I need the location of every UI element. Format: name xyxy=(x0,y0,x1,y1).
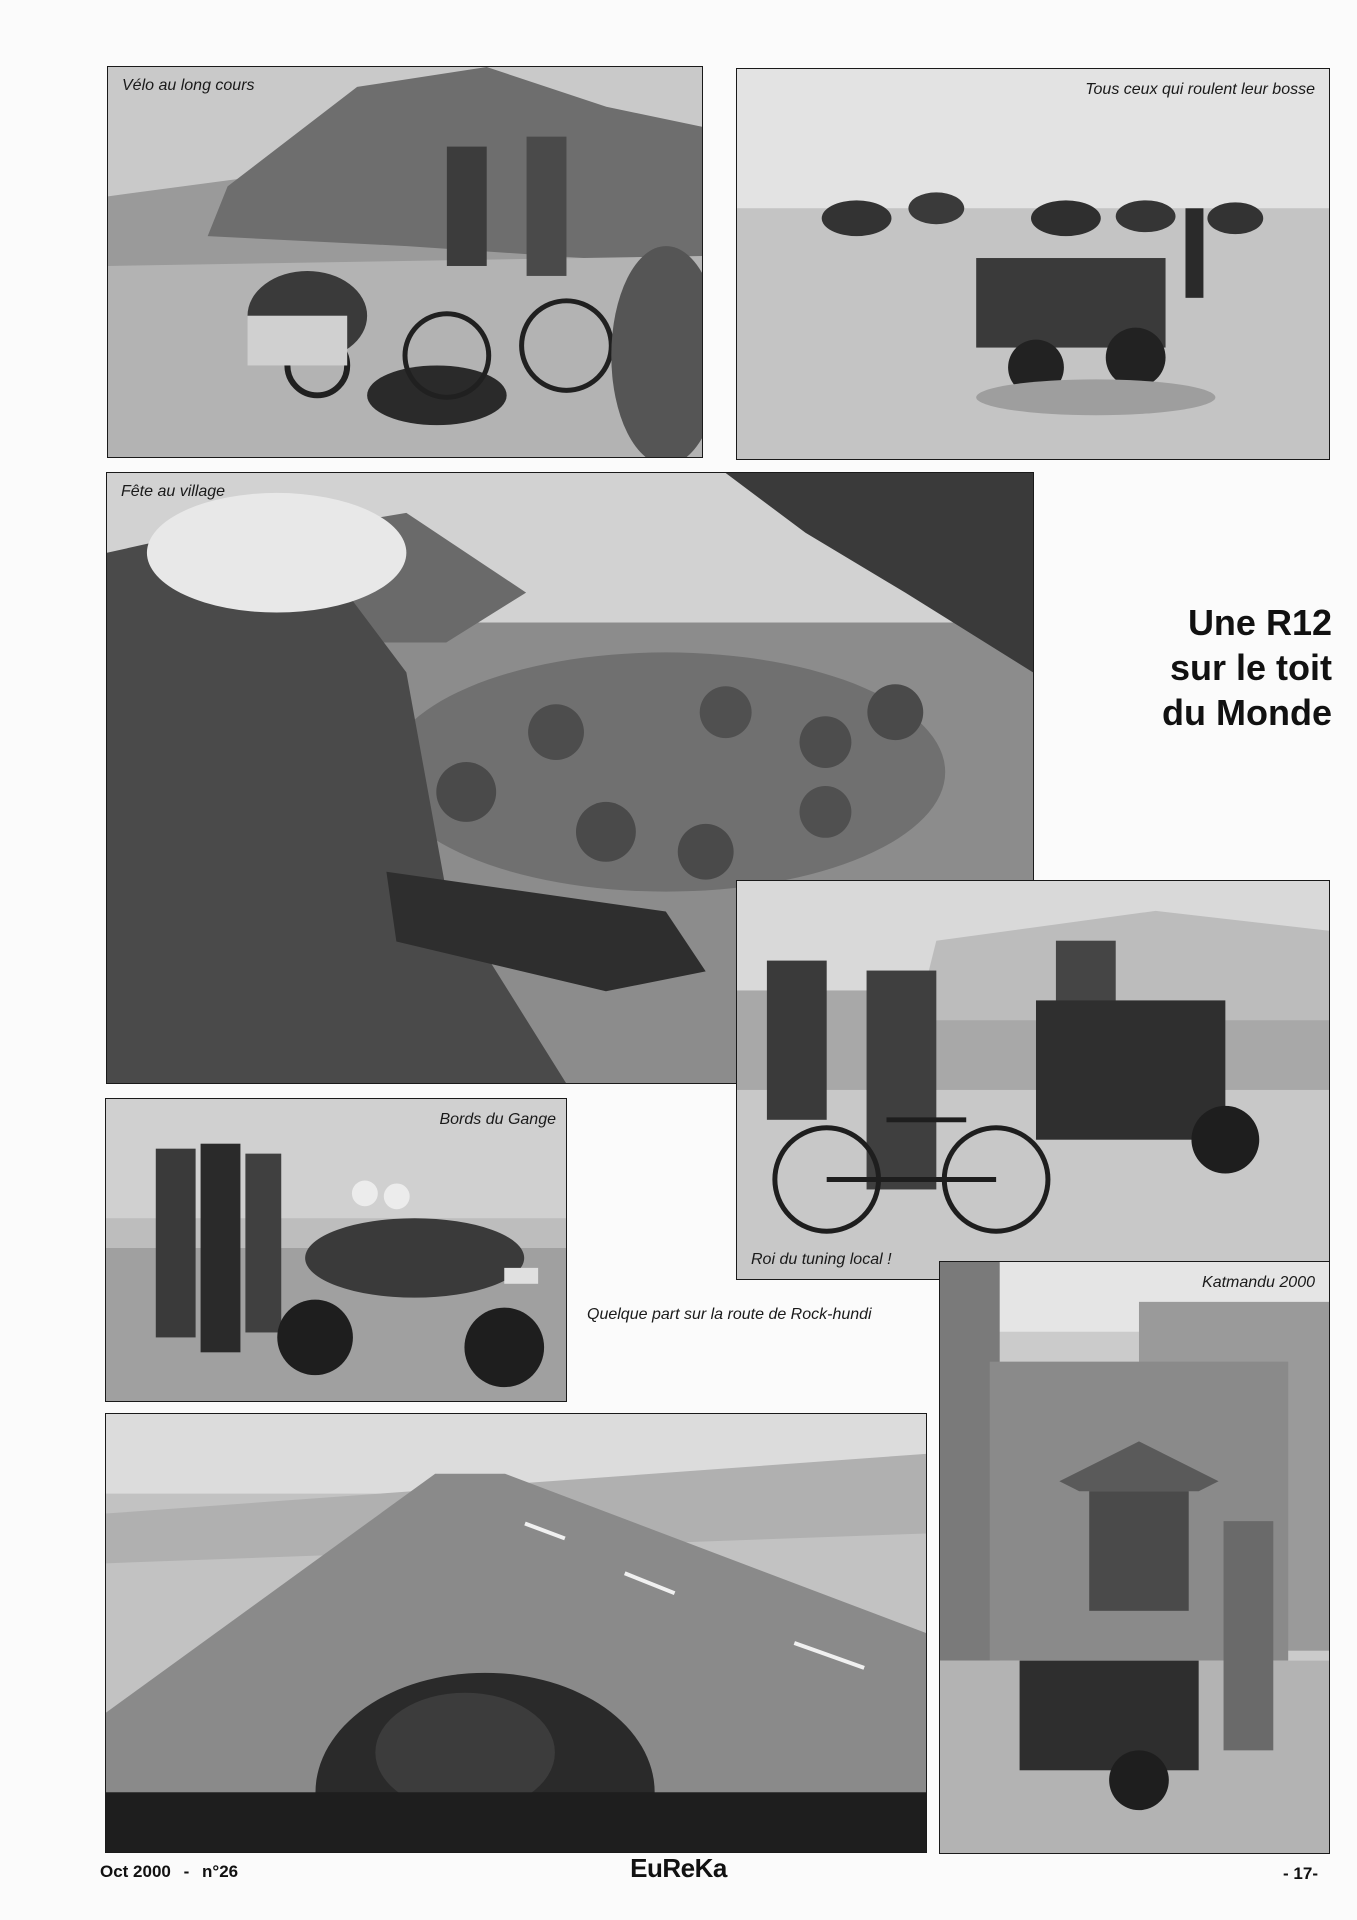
headline-line-1: Une R12 xyxy=(1187,602,1332,643)
caption-route: Quelque part sur la route de Rock-hundi xyxy=(587,1306,872,1323)
page-number: - 17- xyxy=(1283,1864,1318,1883)
caption-gange: Bords du Gange xyxy=(439,1111,556,1128)
footer-separator: - xyxy=(183,1862,190,1881)
headline-line-3: du Monde xyxy=(1162,692,1332,733)
photo-tuning-image xyxy=(737,881,1329,1279)
photo-katmandu-image xyxy=(940,1262,1329,1853)
photo-roi-du-tuning-local xyxy=(736,880,1330,1280)
caption-fete: Fête au village xyxy=(121,483,226,500)
photo-katmandu-2000 xyxy=(939,1261,1330,1854)
caption-velo: Vélo au long cours xyxy=(122,77,255,94)
photo-gange-image xyxy=(106,1099,566,1401)
photo-velo-image xyxy=(108,67,702,457)
article-headline xyxy=(1162,600,1332,735)
footer-issue: n°26 xyxy=(202,1862,239,1881)
caption-tuning: Roi du tuning local ! xyxy=(751,1251,892,1268)
headline-line-2: sur le toit xyxy=(1169,647,1332,688)
photo-route-de-rock-hundi xyxy=(105,1413,927,1853)
footer-date: Oct 2000 xyxy=(100,1862,171,1881)
photo-bords-du-gange xyxy=(105,1098,567,1402)
photo-camels-image xyxy=(737,69,1329,459)
photo-velo-au-long-cours xyxy=(107,66,703,458)
magazine-brand: EuReKa xyxy=(630,1853,727,1883)
photo-tous-ceux-qui-roulent xyxy=(736,68,1330,460)
photo-road-image xyxy=(106,1414,926,1852)
caption-katmandu: Katmandu 2000 xyxy=(1202,1274,1315,1291)
caption-bosse: Tous ceux qui roulent leur bosse xyxy=(1085,81,1315,98)
